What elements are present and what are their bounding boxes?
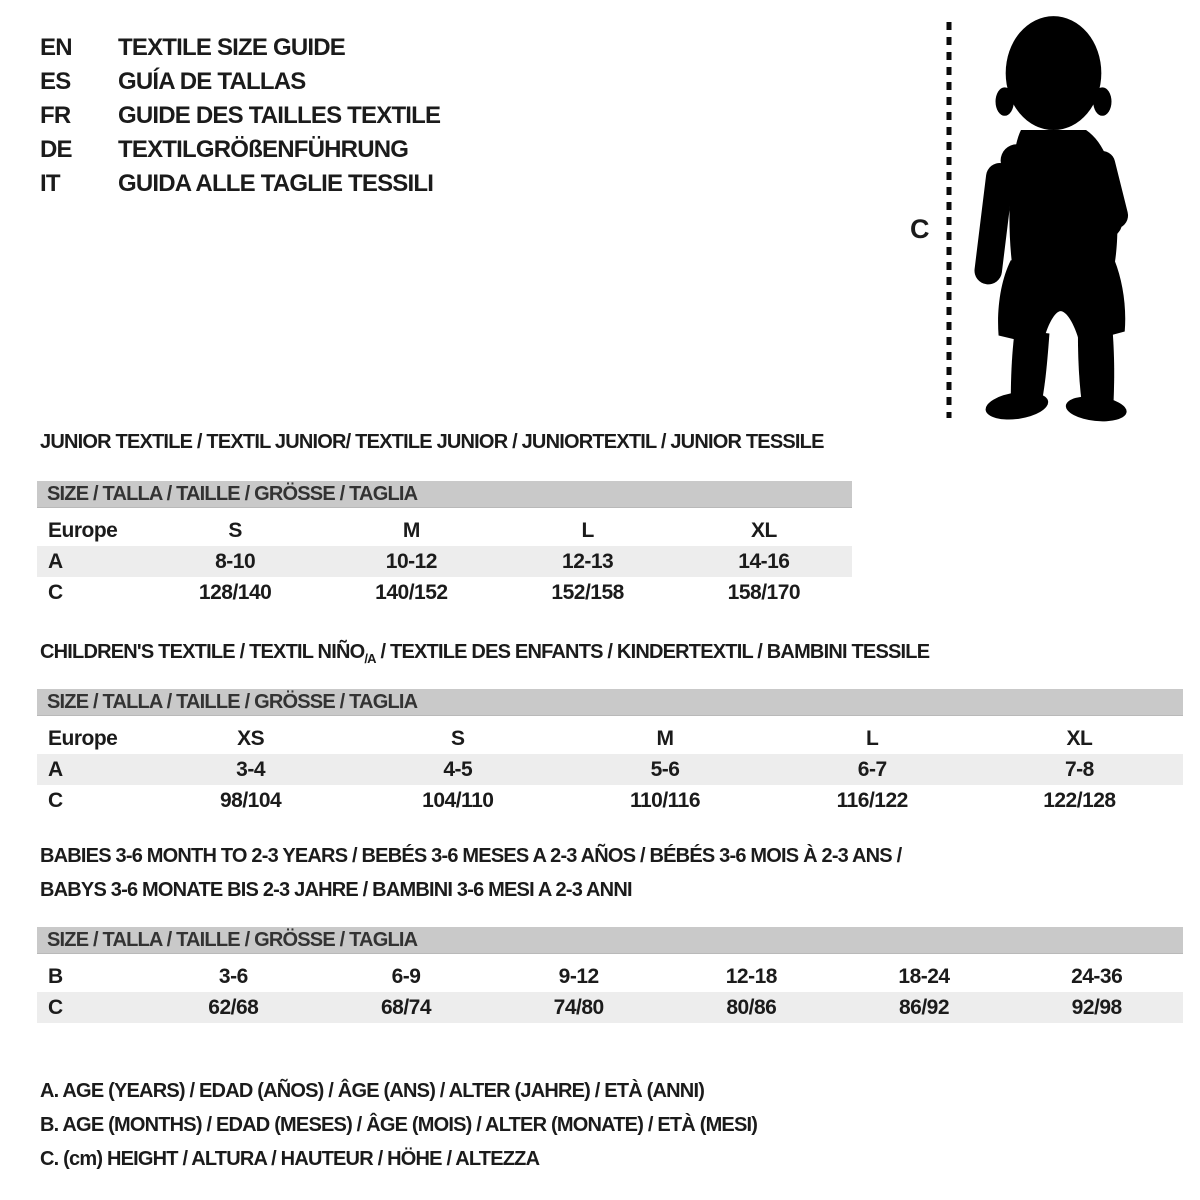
junior-section-title: JUNIOR TEXTILE / TEXTIL JUNIOR/ TEXTILE JUNIOR / JUNIORTEXTIL / JUNIOR TESSILE (40, 431, 824, 453)
legend-line-c: C. (cm) HEIGHT / ALTURA / HAUTEUR / HÖHE / ALTEZZA (40, 1148, 540, 1170)
height-cell: 158/170 (727, 580, 801, 604)
legend-line-b: B. AGE (MONTHS) / EDAD (MESES) / ÂGE (MOIS) / ALTER (MONATE) / ETÀ (MESI) (40, 1114, 758, 1136)
size-cell: S (451, 726, 465, 750)
language-code: FR (40, 102, 71, 129)
age-cell: 6-7 (857, 757, 887, 781)
junior-size-table (37, 481, 852, 608)
table-row (37, 754, 1183, 785)
age-cell: 8-10 (215, 549, 256, 573)
babies-section-title-line1: BABIES 3-6 MONTH TO 2-3 YEARS / BEBÉS 3-6 MESES A 2-3 AÑOS / BÉBÉS 3-6 MOIS À 2-3 ANS / (40, 845, 902, 867)
size-cell: M (402, 518, 420, 542)
size-cell: L (581, 518, 594, 542)
age-cell: 9-12 (558, 964, 599, 988)
size-cell: L (866, 726, 879, 750)
language-row-es (40, 65, 440, 99)
size-cell: XL (750, 518, 777, 542)
language-title: TEXTILGRÖßENFÜHRUNG (118, 136, 409, 163)
height-cell: 98/104 (219, 788, 282, 812)
language-title: TEXTILE SIZE GUIDE (118, 34, 345, 61)
legend-line-a: A. AGE (YEARS) / EDAD (AÑOS) / ÂGE (ANS) / ALTER (JAHRE) / ETÀ (ANNI) (40, 1080, 705, 1102)
age-cell: 14-16 (738, 549, 790, 573)
age-cell: 12-13 (562, 549, 614, 573)
age-cell: 3-6 (218, 964, 248, 988)
size-cell: S (228, 518, 242, 542)
row-label: C (48, 995, 63, 1019)
language-code: DE (40, 136, 72, 163)
age-cell: 10-12 (385, 549, 437, 573)
language-title: GUÍA DE TALLAS (118, 68, 306, 95)
age-cell: 5-6 (650, 757, 680, 781)
height-cell: 110/116 (629, 788, 701, 812)
height-cell: 104/110 (422, 788, 494, 812)
row-label: A (48, 757, 63, 781)
row-label: C (48, 580, 63, 604)
height-cell: 74/80 (553, 995, 604, 1019)
age-cell: 24-36 (1071, 964, 1123, 988)
size-header-bar: SIZE / TALLA / TAILLE / GRÖSSE / TAGLIA (37, 481, 852, 508)
babies-section-title-line2: BABYS 3-6 MONATE BIS 2-3 JAHRE / BAMBINI 3-6 MESI A 2-3 ANNI (40, 879, 632, 901)
height-measure-label: C (910, 214, 929, 244)
language-code: EN (40, 34, 72, 61)
language-row-en (40, 31, 440, 65)
height-cell: 80/86 (726, 995, 777, 1019)
height-cell: 92/98 (1071, 995, 1122, 1019)
language-row-it (40, 167, 440, 201)
age-cell: 4-5 (443, 757, 473, 781)
age-cell: 3-4 (236, 757, 266, 781)
language-title: GUIDA ALLE TAGLIE TESSILI (118, 170, 434, 197)
table-row (37, 992, 1183, 1023)
table-row (37, 546, 852, 577)
children-section-title (40, 641, 929, 666)
table-row (37, 515, 852, 546)
size-header-bar: SIZE / TALLA / TAILLE / GRÖSSE / TAGLIA (37, 927, 1183, 954)
age-cell: 7-8 (1064, 757, 1094, 781)
children-title-sub: /A (364, 651, 376, 666)
row-label: Europe (48, 726, 118, 750)
height-cell: 86/92 (898, 995, 950, 1019)
children-title-post: / TEXTILE DES ENFANTS / KINDERTEXTIL / BAMBINI TESSILE (375, 641, 930, 663)
height-cell: 68/74 (380, 995, 432, 1019)
height-cell: 152/158 (551, 580, 624, 604)
table-row (37, 961, 1183, 992)
language-code: ES (40, 68, 71, 95)
babies-size-table (37, 927, 1183, 1023)
table-row (37, 723, 1183, 754)
language-title-block (40, 31, 440, 201)
legend-block (40, 1074, 757, 1176)
toddler-silhouette-figure (963, 10, 1143, 422)
age-cell: 6-9 (391, 964, 421, 988)
age-cell: 12-18 (725, 964, 777, 988)
row-label: B (48, 964, 63, 988)
height-cell: 116/122 (836, 788, 908, 812)
language-row-fr (40, 99, 440, 133)
size-header-bar: SIZE / TALLA / TAILLE / GRÖSSE / TAGLIA (37, 689, 1183, 716)
language-row-de (40, 133, 440, 167)
row-label: A (48, 549, 63, 573)
height-cell: 62/68 (208, 995, 259, 1019)
children-title-pre: CHILDREN'S TEXTILE / TEXTIL NIÑO (40, 641, 365, 663)
children-size-table (37, 689, 1183, 816)
height-cell: 122/128 (1043, 788, 1116, 812)
height-cell: 140/152 (375, 580, 448, 604)
age-cell: 18-24 (898, 964, 950, 988)
table-row (37, 577, 852, 608)
height-measure-dashed-line (944, 20, 954, 420)
language-code: IT (40, 170, 60, 197)
row-label: Europe (48, 518, 118, 542)
row-label: C (48, 788, 63, 812)
size-cell: XL (1066, 726, 1093, 750)
height-cell: 128/140 (198, 580, 272, 604)
size-cell: M (656, 726, 674, 750)
size-cell: XS (237, 726, 265, 750)
language-title: GUIDE DES TAILLES TEXTILE (118, 102, 441, 129)
table-row (37, 785, 1183, 816)
